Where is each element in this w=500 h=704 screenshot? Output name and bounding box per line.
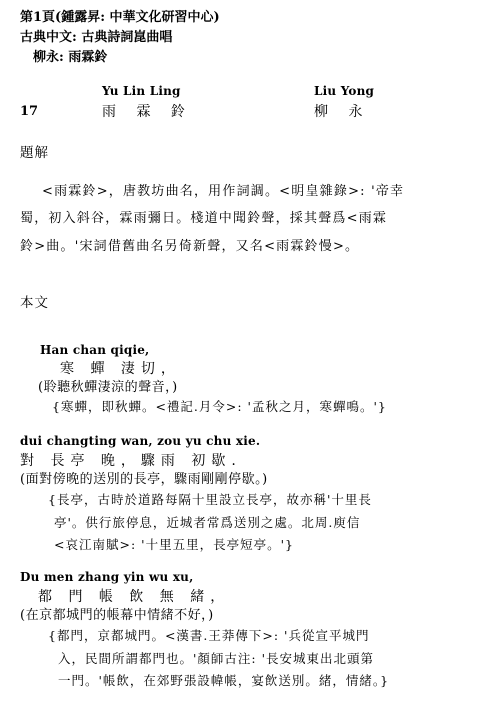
stanza-2-translation: (面對傍晚的送別的長亭，驟雨剛剛停歇。) (20, 472, 268, 487)
explanation-line-3: 鈴>曲。'宋詞借舊曲名另倚新聲，又名<雨霖鈴慢>。 (20, 239, 360, 254)
stanza-2-pinyin: dui changting wan, zou yu chu xie. (20, 434, 261, 448)
author-pinyin: Liu Yong (314, 84, 375, 98)
stanza-1-translation: (聆聽秋蟬淒涼的聲音，) (38, 380, 178, 395)
poem-number: 17 (20, 104, 39, 119)
explanation-heading: 題解 (20, 145, 49, 161)
stanza-1-chinese: 寒 蟬 淒切， (60, 361, 181, 377)
title-chinese: 雨 霖 鈴 (102, 104, 193, 120)
stanza-3-note-2: 入，民間所謂都門也。'顏師古注: '長安城東出北頭第 (58, 651, 375, 666)
stanza-3-chinese: 都 門 帳 飲 無 緒， (38, 589, 231, 605)
author-chinese: 柳 永 (314, 104, 371, 120)
stanza-2-note-3: <哀江南賦>: '十里五里，長亭短亭。'} (54, 537, 294, 552)
stanza-3-note-1: {都門，京都城門。<漢書.王莽傳下>: '兵從宣平城門 (48, 628, 370, 643)
stanza-1-note-1: {寒蟬，即秋蟬。<禮記.月令>: '孟秋之月，寒蟬鳴。'} (52, 399, 387, 414)
header-line-2: 古典中文: 古典詩詞崑曲唱 (20, 30, 173, 45)
text-heading: 本文 (20, 295, 49, 311)
header-line-1: 第1頁(鍾露昇: 中華文化研習中心) (20, 10, 220, 25)
stanza-3-translation: (在京都城門的帳幕中情緒不好，) (20, 608, 214, 623)
explanation-line-2: 蜀，初入斜谷，霖雨彌日。棧道中聞鈴聲，採其聲爲<雨霖 (20, 211, 388, 226)
stanza-2-chinese: 對 長亭 晚，驟雨 初歇. (20, 453, 242, 469)
explanation-line-1: <雨霖鈴>，唐教坊曲名，用作詞調。<明皇雜錄>: '帝幸 (42, 184, 405, 199)
stanza-1-pinyin: Han chan qiqie, (40, 343, 150, 357)
stanza-2-note-1: {長亭，古時於道路每隔十里設立長亭，故亦稱'十里長 (48, 492, 372, 507)
stanza-2-note-2: 亭'。供行旅停息，近城者常爲送別之處。北周.庾信 (54, 515, 361, 530)
title-pinyin: Yu Lin Ling (102, 84, 181, 98)
stanza-3-note-3: 一門。'帳飲，在郊野張設幃帳，宴飲送別。緒，情緒。} (58, 673, 390, 688)
stanza-3-pinyin: Du men zhang yin wu xu, (20, 570, 194, 584)
header-line-3: 柳永: 雨霖鈴 (33, 50, 108, 65)
